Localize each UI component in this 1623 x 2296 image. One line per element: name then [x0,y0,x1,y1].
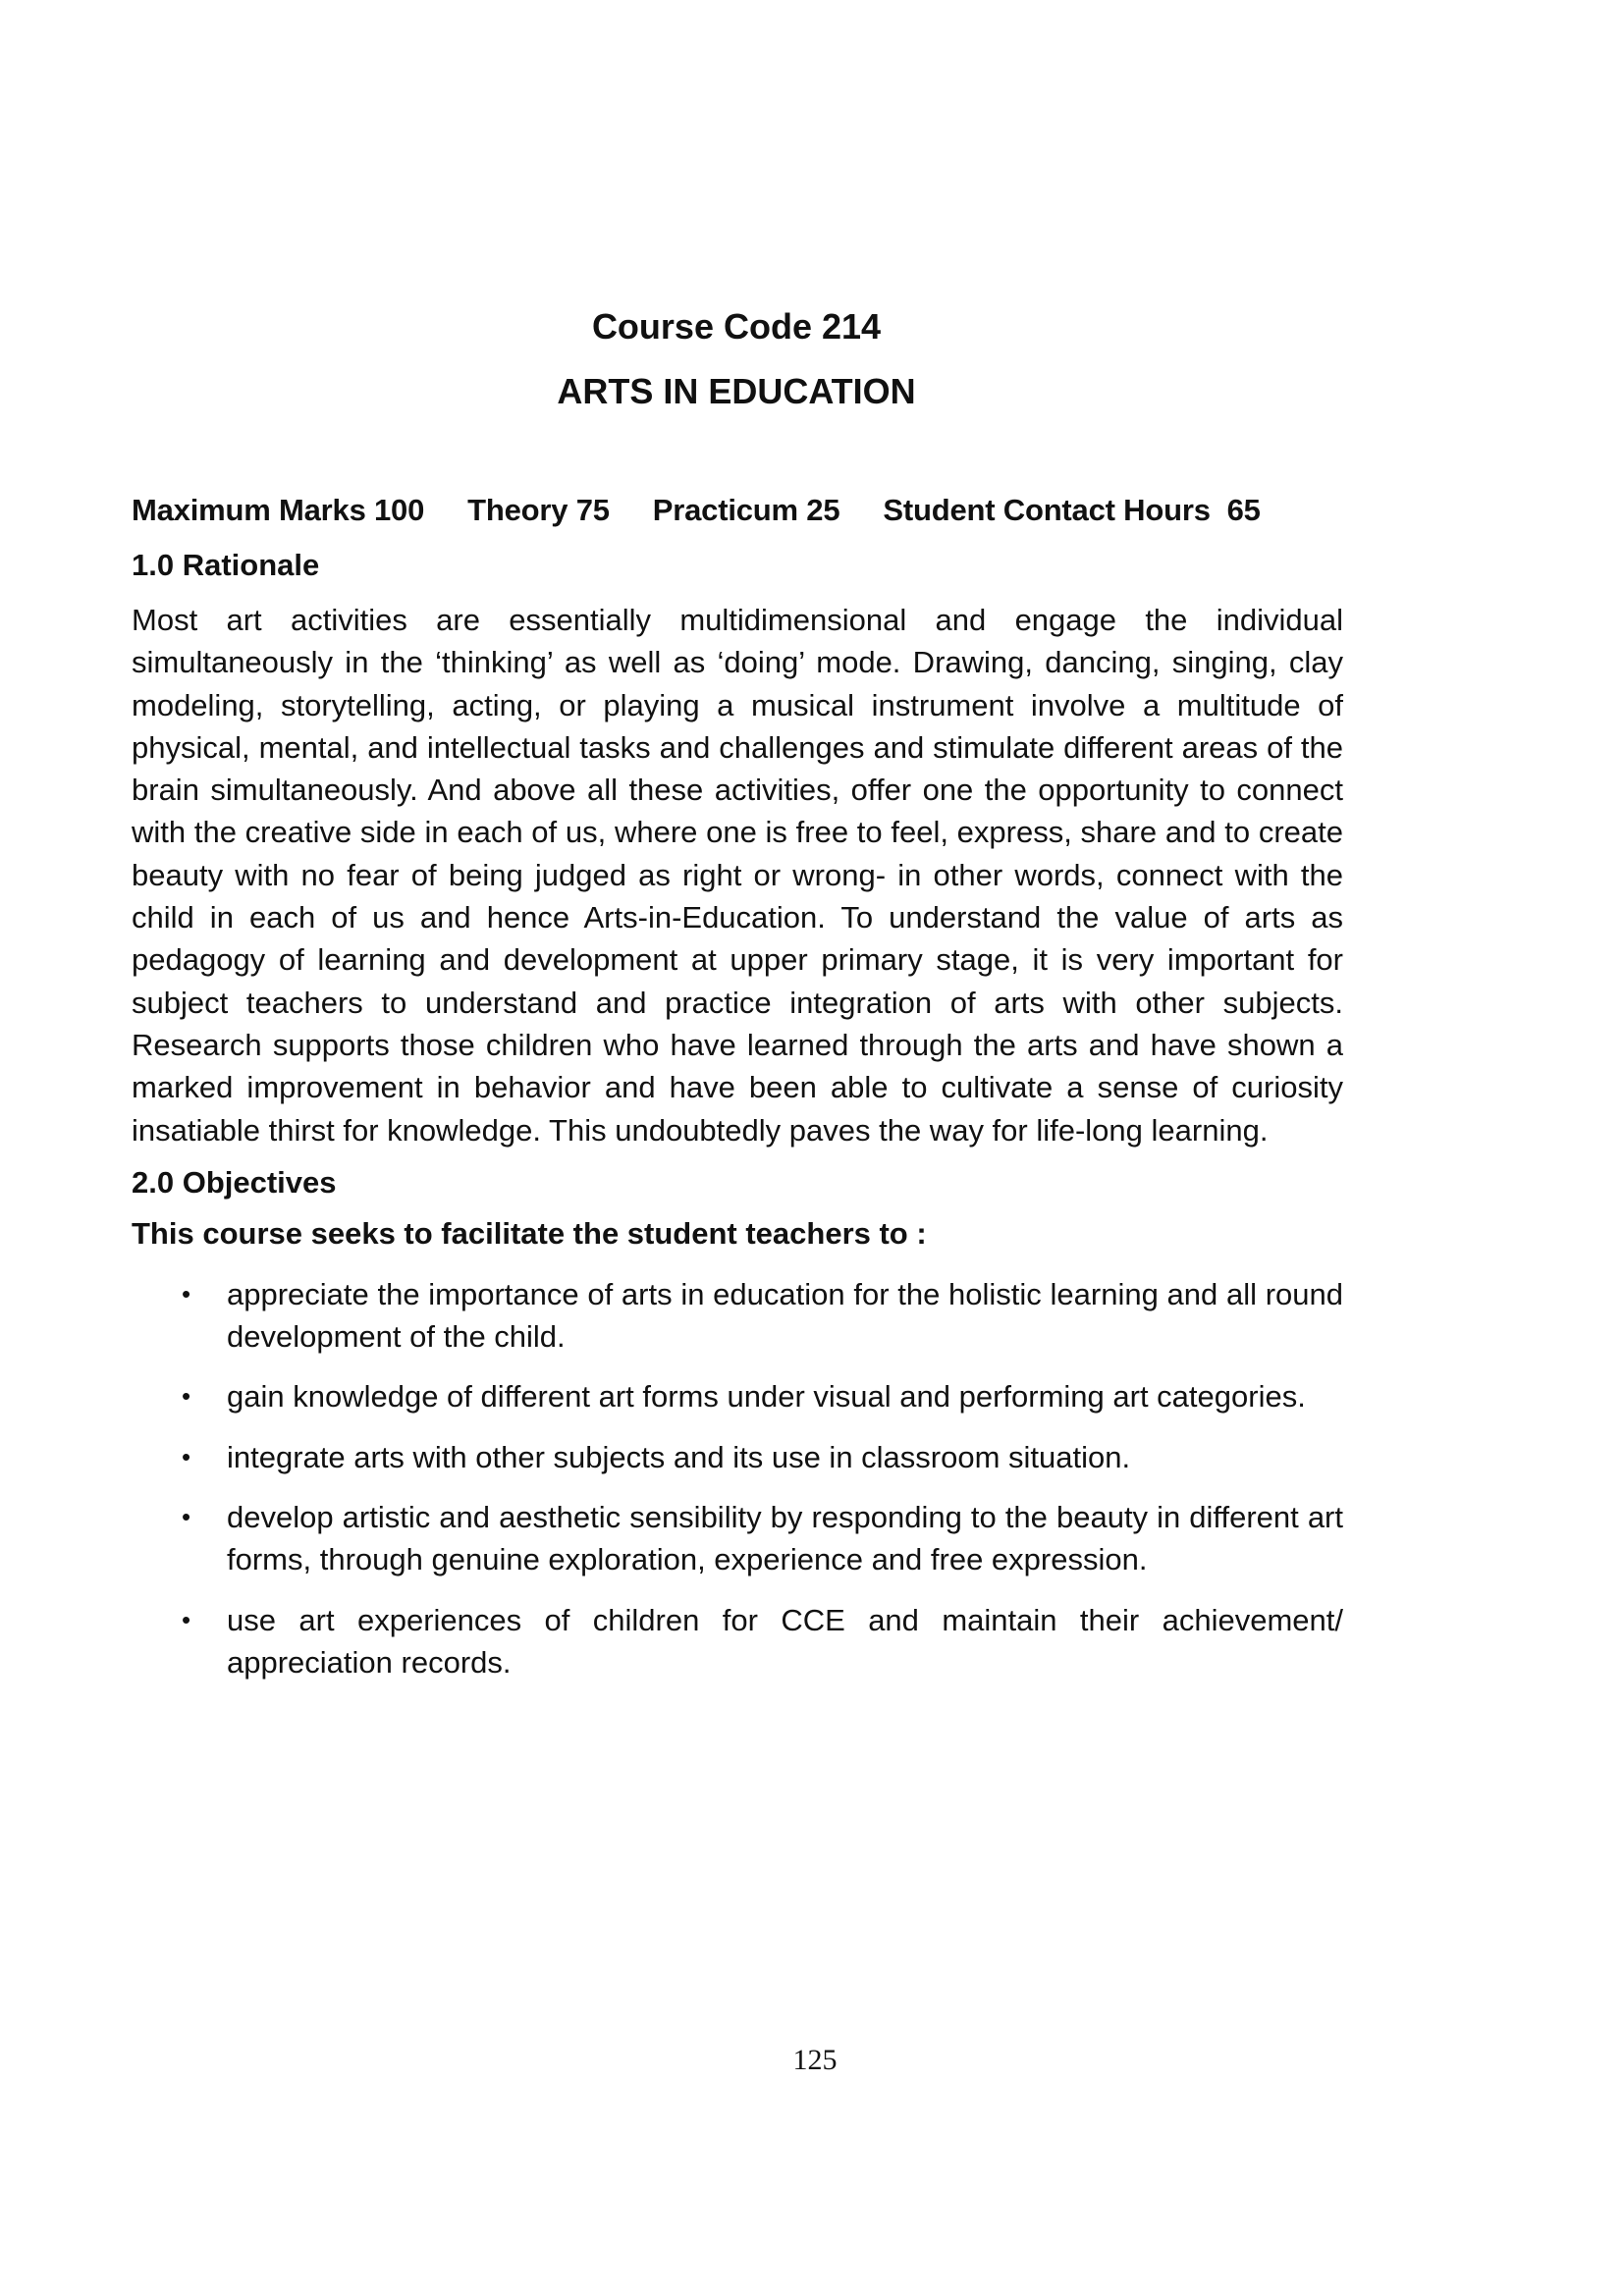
objective-text: appreciate the importance of arts in education for the holistic learning and all round development of the child. [227,1276,1343,1355]
objective-text: integrate arts with other subjects and its use in classroom situation. [227,1439,1131,1474]
objective-item [132,1496,1343,1581]
page-content [132,493,1343,1701]
page-number: 125 [792,2044,838,2076]
bullet-icon: • [182,1381,191,1412]
objective-item [132,1375,1343,1417]
bullet-icon: • [182,1604,191,1634]
course-meta-line [132,493,1343,528]
rationale-heading: 1.0 Rationale [132,548,320,582]
course-title-heading: ARTS IN EDUCATION [557,371,916,411]
objective-text: gain knowledge of different art forms under visual and performing art categories. [227,1379,1306,1415]
contact-hours: Student Contact Hours 65 [883,493,1261,527]
objectives-lead: This course seeks to facilitate the student teachers to : [132,1215,927,1251]
objective-text: use art experiences of children for CCE and maintain their achievement/ appreciation records. [227,1602,1343,1680]
theory-marks: Theory 75 [467,493,610,527]
objectives-list [132,1273,1343,1683]
objective-item [132,1436,1343,1478]
course-code-heading: Course Code 214 [591,306,882,347]
bullet-icon: • [182,1278,191,1308]
max-marks: Maximum Marks 100 [132,493,425,527]
bullet-icon: • [182,1502,191,1532]
bullet-icon: • [182,1441,191,1471]
objectives-heading: 2.0 Objectives [132,1164,337,1200]
objective-text: develop artistic and aesthetic sensibility by responding to the beauty in different art forms, through genuine exploration, experience and free expression. [227,1500,1343,1577]
objective-item [132,1273,1343,1359]
objective-item [132,1599,1343,1684]
practicum-marks: Practicum 25 [652,493,840,527]
rationale-paragraph: Most art activities are essentially multidimensional and engage the individual simultaneously in the ‘thinking’ as well as ‘doing’ mode. Drawing, dancing, singing, clay modeling, storytelling, acting, or playing a musical instrument involve a multitude of physical, mental, and intellectual tasks and challenges and stimulate different areas of the brain simultaneously. And above all these activities, offer one the opportunity to connect with the creative side in each of us, where one is free to feel, express, share and to create beauty with no fear of being judged as right or wrong- in other words, connect with the child in each of us and hence Arts-in-Education. To understand the value of arts as pedagogy of learning and development at upper primary stage, it is very important for subject teachers to understand and practice integration of arts with other subjects. Research supports those children who have learned through the arts and have shown a marked improvement in behavior and have been able to cultivate a sense of curiosity insatiable thirst for knowledge. This undoubtedly paves the way for life-long learning. [132,603,1343,1148]
